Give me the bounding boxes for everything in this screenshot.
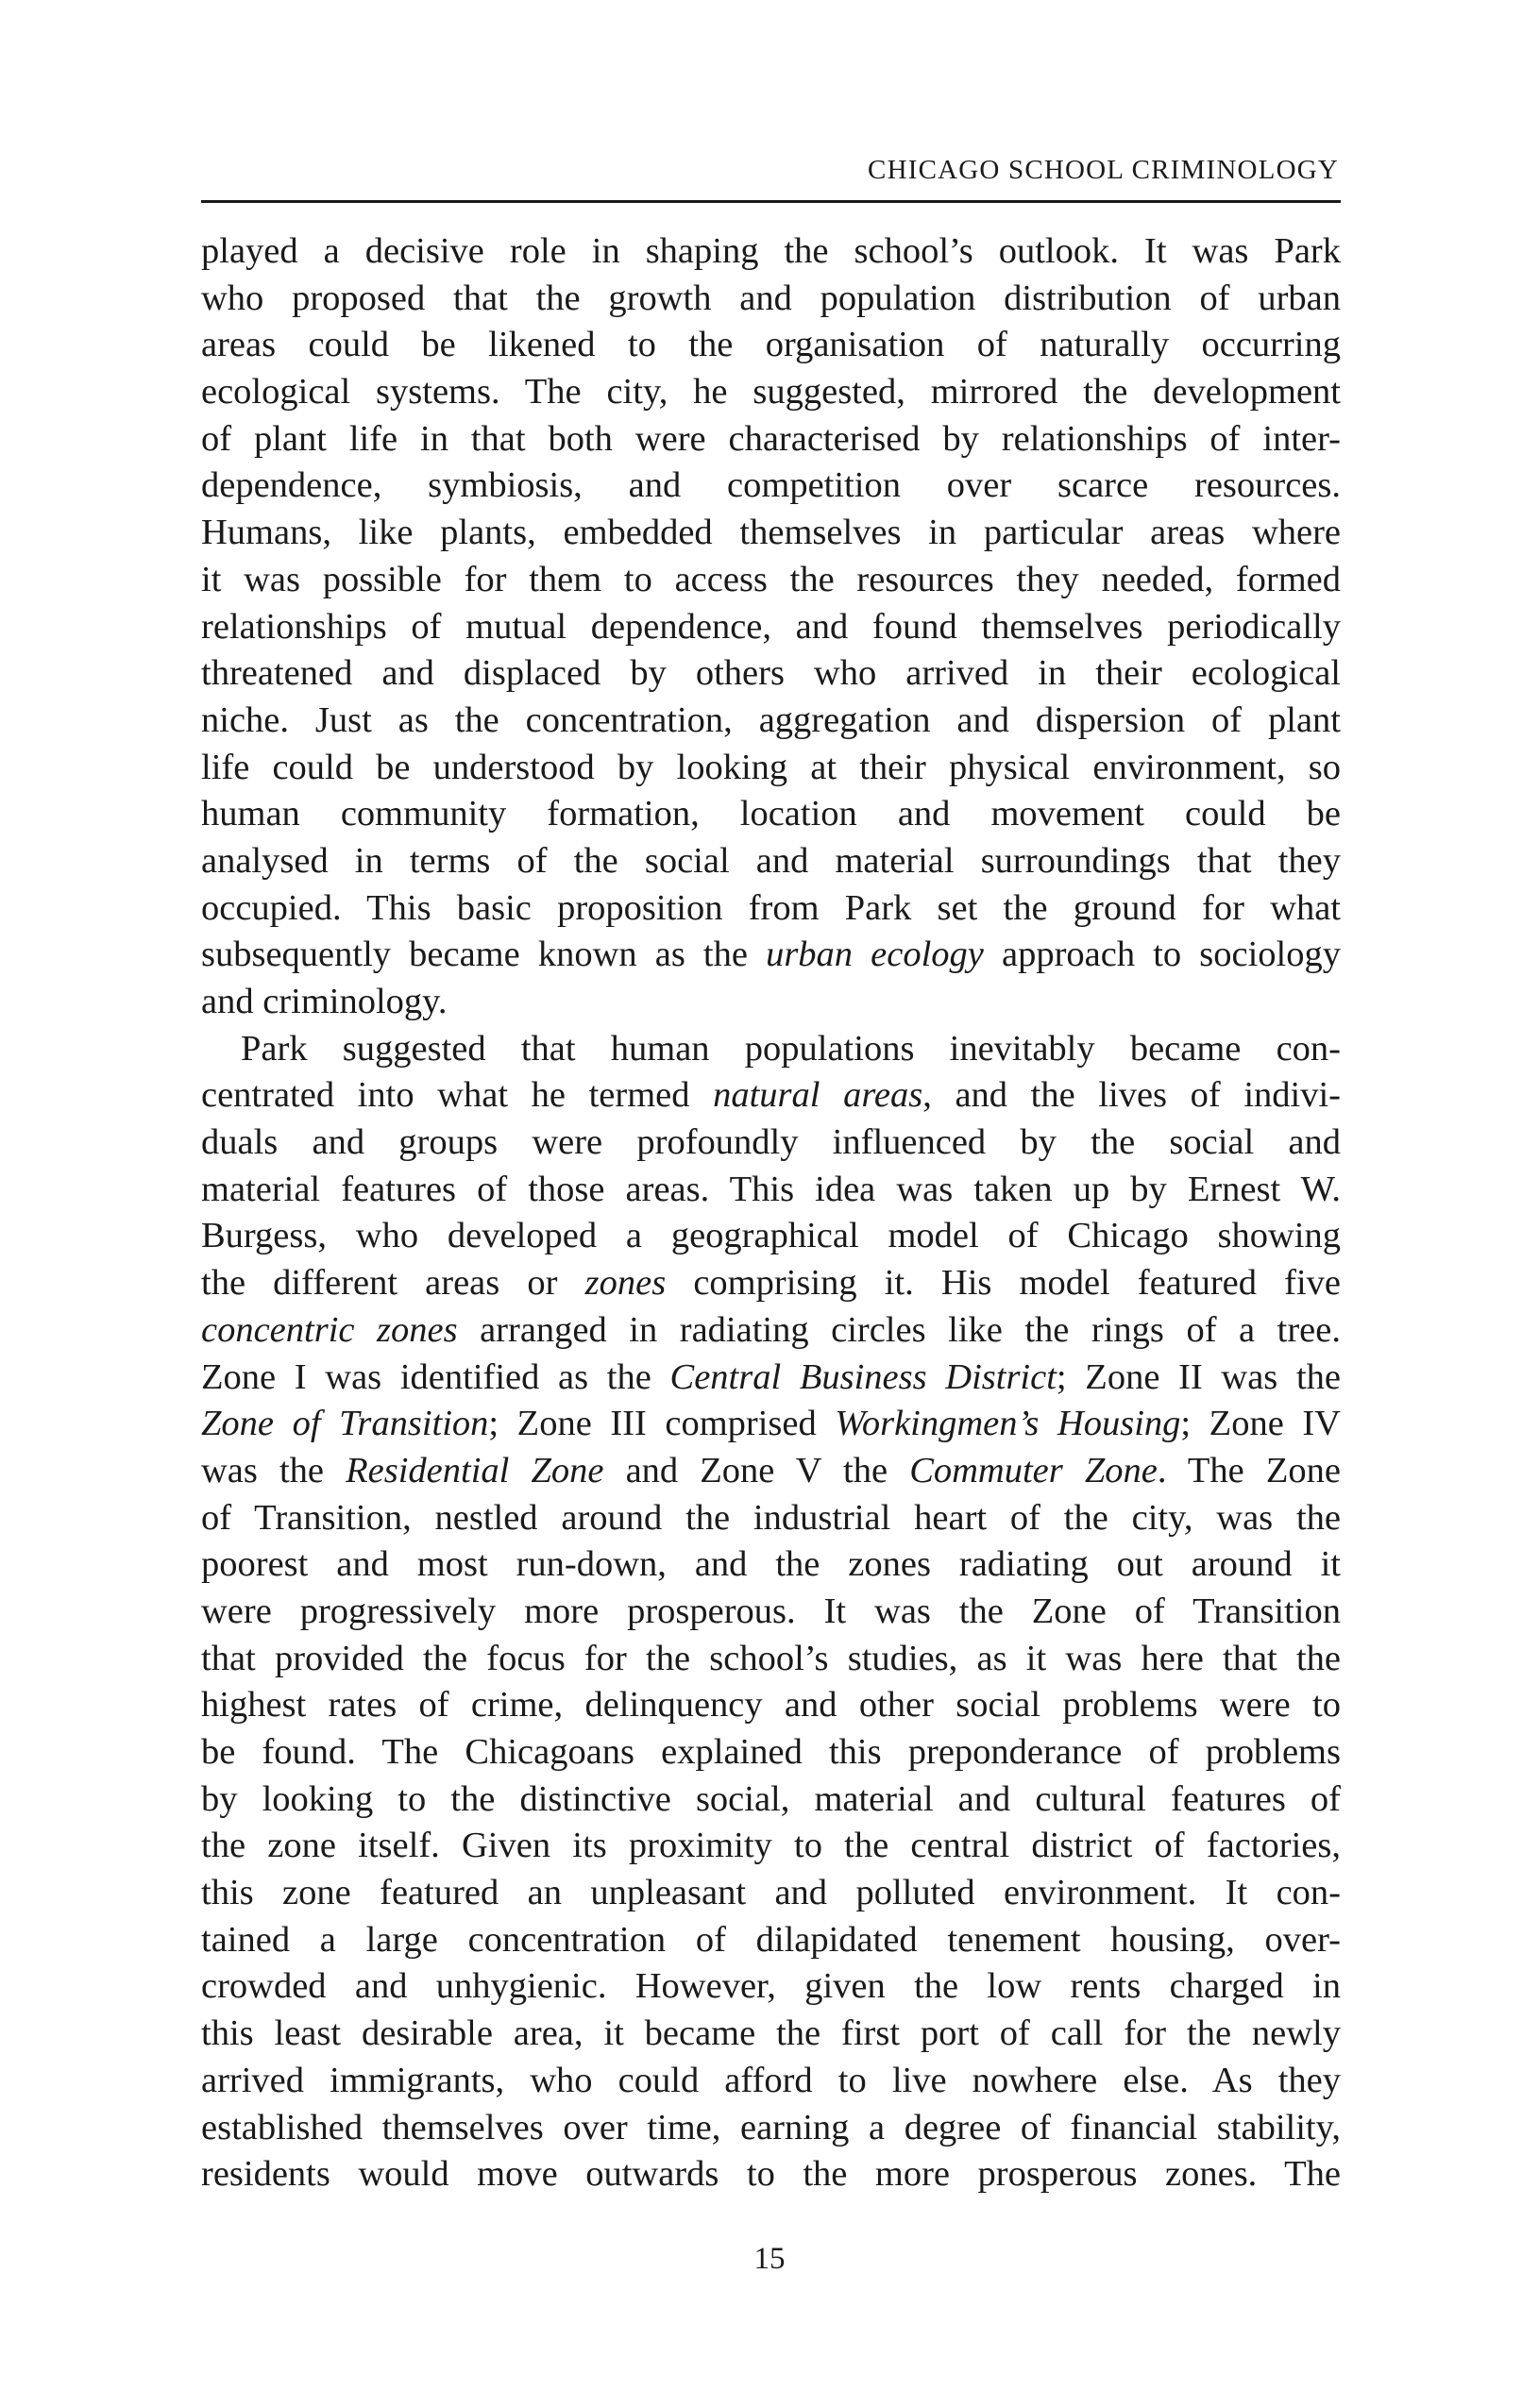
text-line: human community formation, location and movement could be	[201, 794, 1341, 834]
text-line: subsequently became known as the urban ecology approach to sociology	[201, 935, 1341, 975]
text-line: of Transition, nestled around the industrial heart of the city, was the	[201, 1497, 1341, 1538]
italic-term: Zone of Transition	[201, 1404, 489, 1444]
text-line: highest rates of crime, delinquency and other social problems were to	[201, 1685, 1341, 1726]
running-header	[201, 151, 1341, 203]
text-line: material features of those areas. This idea was taken up by Ernest W.	[201, 1169, 1341, 1209]
body-text	[201, 228, 1341, 2198]
italic-term: natural areas	[713, 1075, 923, 1116]
italic-term: urban ecology	[766, 935, 984, 975]
text-line: areas could be likened to the organisation of naturally occurring	[201, 325, 1341, 365]
text-line: crowded and unhygienic. However, given the low rents charged in	[201, 1966, 1341, 2007]
text-line: relationships of mutual dependence, and found themselves periodically	[201, 606, 1341, 647]
text-line: duals and groups were profoundly influenced by the social and	[201, 1122, 1341, 1163]
text-line: the different areas or zones comprising it. His model featured five	[201, 1263, 1342, 1304]
text-line: be found. The Chicagoans explained this preponderance of problems	[201, 1732, 1341, 1772]
text-line: this least desirable area, it became the first port of call for the newly	[201, 2013, 1341, 2054]
text-line: Zone of Transition; Zone III comprised Workingmen’s Housing; Zone IV	[201, 1404, 1341, 1444]
text-line: concentric zones arranged in radiating circles like the rings of a tree.	[201, 1309, 1341, 1350]
italic-term: Commuter Zone	[909, 1450, 1158, 1490]
text-line: threatened and displaced by others who arrived in their ecological	[201, 653, 1341, 694]
text-line: tained a large concentration of dilapidated tenement housing, over-	[201, 1919, 1341, 1960]
running-header-title: CHICAGO SCHOOL CRIMINOLOGY	[868, 155, 1339, 185]
text-line: played a decisive role in shaping the school’s outlook. It was Park	[201, 231, 1341, 271]
text-line: was the Residential Zone and Zone V the Commuter Zone. The Zone	[201, 1450, 1341, 1490]
text-line: who proposed that the growth and population distribution of urban	[201, 278, 1341, 318]
text-line: by looking to the distinctive social, material and cultural features of	[201, 1778, 1341, 1819]
text-line: dependence, symbiosis, and competition over scarce resources.	[201, 465, 1341, 506]
italic-term: concentric zones	[201, 1309, 458, 1350]
text-line: the zone itself. Given its proximity to the central district of factories,	[201, 1826, 1341, 1866]
text-line: this zone featured an unpleasant and polluted environment. It con-	[201, 1873, 1341, 1913]
text-line: were progressively more prosperous. It was the Zone of Transition	[201, 1591, 1341, 1631]
text-line: of plant life in that both were characterised by relationships of inter-	[201, 418, 1341, 459]
text-line: it was possible for them to access the resources they needed, formed	[201, 559, 1341, 599]
text-line: that provided the focus for the school’s studies, as it was here that the	[201, 1638, 1341, 1678]
text-line: occupied. This basic proposition from Park set the ground for what	[201, 887, 1341, 928]
text-line: centrated into what he termed natural areas, and the lives of indivi-	[201, 1075, 1341, 1116]
text-line: Burgess, who developed a geographical model of Chicago showing	[201, 1216, 1341, 1256]
italic-term: zones	[584, 1263, 667, 1304]
text-line: and criminology.	[201, 982, 448, 1021]
text-line: Zone I was identified as the Central Business District; Zone II was the	[201, 1356, 1341, 1397]
text-line: Humans, like plants, embedded themselves in particular areas where	[201, 513, 1341, 553]
italic-term: Central Business District	[669, 1356, 1057, 1397]
text-line: niche. Just as the concentration, aggregation and dispersion of plant	[201, 699, 1341, 740]
text-line: life could be understood by looking at their physical environment, so	[201, 747, 1341, 787]
page-number: 15	[753, 2242, 786, 2276]
text-line: ecological systems. The city, he suggested, mirrored the development	[201, 372, 1341, 413]
text-line: poorest and most run-down, and the zones radiating out around it	[201, 1544, 1341, 1585]
italic-term: Workingmen’s Housing	[835, 1404, 1181, 1444]
text-line: residents would move outwards to the more prosperous zones. The	[201, 2154, 1341, 2195]
italic-term: Residential Zone	[346, 1450, 604, 1490]
text-line: arrived immigrants, who could afford to live nowhere else. As they	[201, 2060, 1341, 2100]
paragraph-first-line: Park suggested that human populations inevitably became con-	[241, 1028, 1341, 1069]
text-line: established themselves over time, earning a degree of financial stability,	[201, 2107, 1341, 2147]
text-line: analysed in terms of the social and material surroundings that they	[201, 840, 1341, 881]
